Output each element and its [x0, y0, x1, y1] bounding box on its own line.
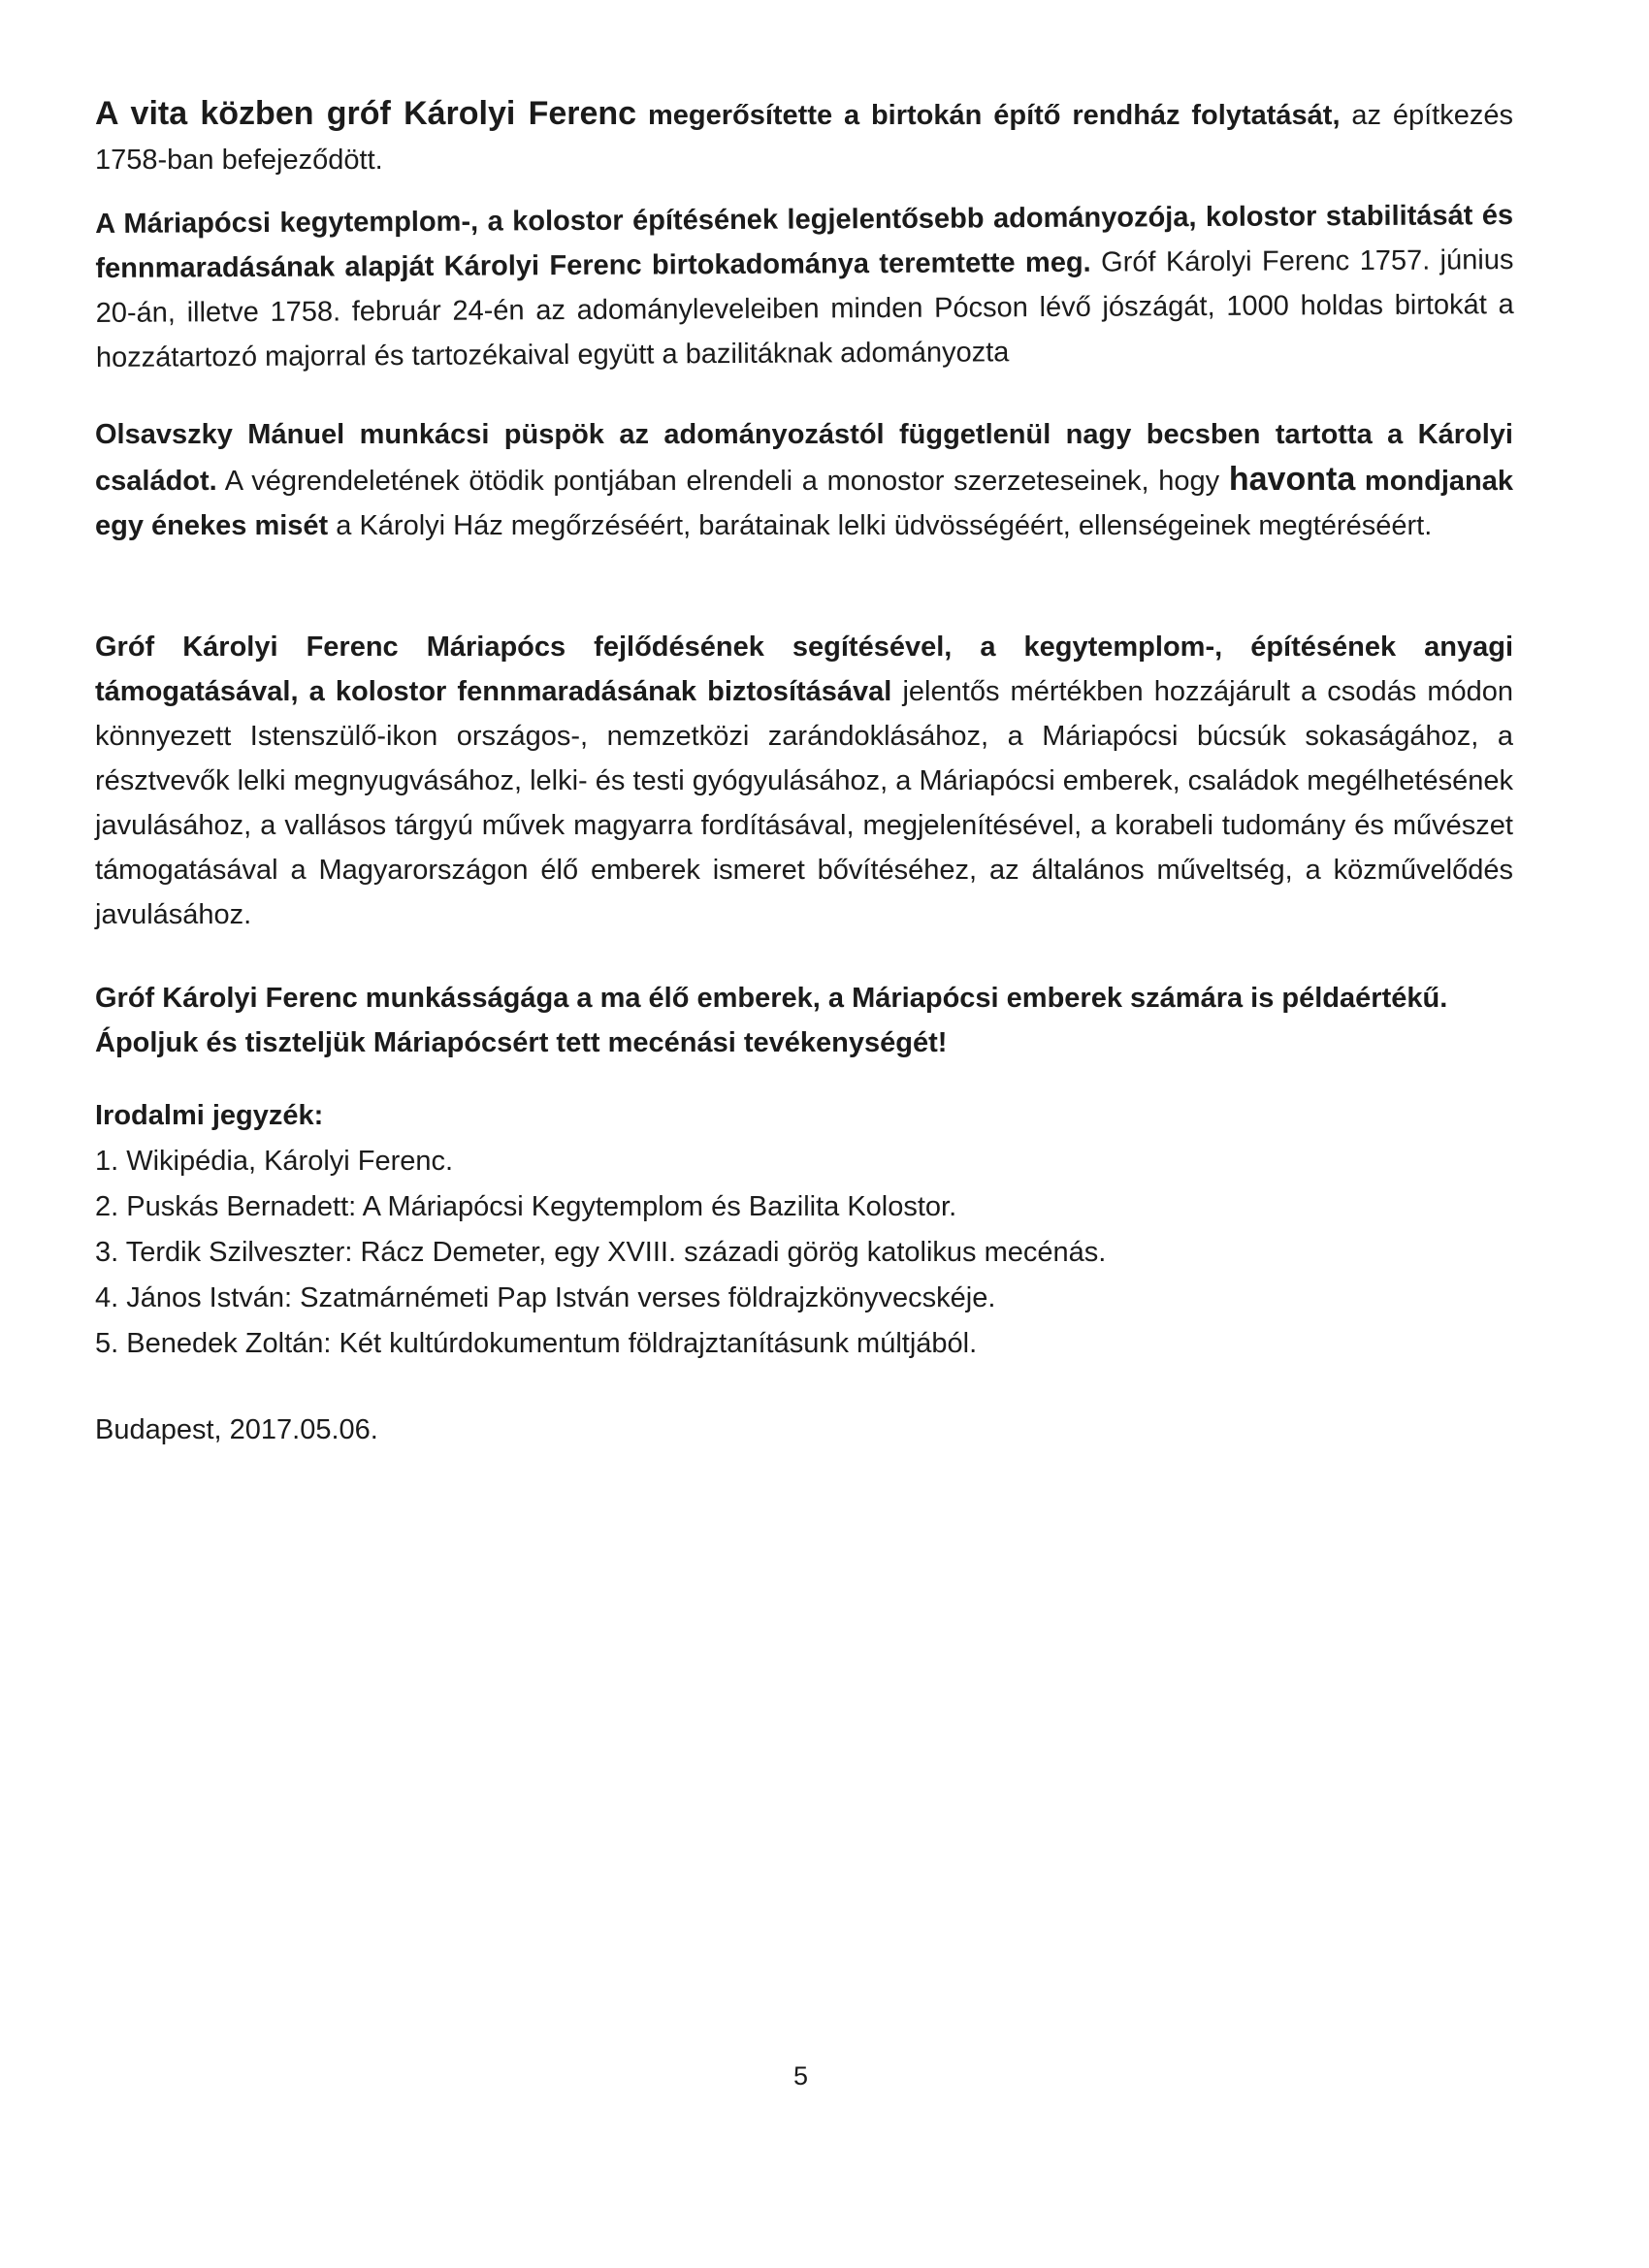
paragraph-bold-text: megerősítette a birtokán építő rendház folytatását, — [647, 100, 1341, 131]
paragraph-text: az építkezés 1758-ban befejeződött. — [95, 100, 1513, 176]
paragraph-text: A végrendeletének ötödik pontjában elrendeli a monostor szerzeteseinek, hogy — [224, 466, 1220, 497]
reference-item: 5. Benedek Zoltán: Két kultúrdokumentum földrajztanításunk múltjából. — [95, 1328, 978, 1359]
place-and-date: Budapest, 2017.05.06. — [95, 1414, 378, 1445]
references-heading: Irodalmi jegyzék: — [95, 1100, 324, 1131]
reference-item: 3. Terdik Szilveszter: Rácz Demeter, egy XVIII. századi görög katolikus mecénás. — [95, 1237, 1107, 1268]
paragraph-construction — [95, 91, 1513, 182]
paragraph-bold-text: A Máriapócsi kegytemplom-, a kolostor építésének legjelentősebb adományozója, kolostor stabilitását és fennmaradásának alapját Károlyi Ferenc birtokadománya teremtette meg. — [95, 200, 1514, 284]
emphasis-word: havonta — [1228, 461, 1356, 498]
paragraph-bold-text: Olsavszky Mánuel munkácsi püspök az adományozástól függetlenül nagy becsben tartotta a Károlyi családot. — [95, 419, 1513, 497]
conclusion-line-2: Ápoljuk és tiszteljük Máriapócsért tett mecénási tevékenységét! — [95, 1027, 948, 1058]
conclusion-line-1: Gróf Károlyi Ferenc munkásságága a ma élő emberek, a Máriapócsi emberek számára is példaértékű. — [95, 983, 1448, 1014]
paragraph-conclusion — [95, 976, 1513, 1065]
paragraph-text: a Károlyi Ház megőrzéséért, barátainak lelki üdvösségéért, ellenségeinek megtéréséért. — [336, 510, 1433, 541]
reference-item: 1. Wikipédia, Károlyi Ferenc. — [95, 1146, 454, 1177]
paragraph-donation — [95, 193, 1514, 380]
paragraph-bold-text: mondjanak egy énekes misét — [95, 466, 1514, 541]
paragraph-lead: A vita közben gróf Károlyi Ferenc — [95, 95, 637, 132]
paragraph-text: jelentős mértékben hozzájárult a csodás módon könnyezett Istenszülő-ikon országos-, nemzetközi zarándoklásához, a Máriapócsi búcsúk sokaságához, a résztvevők lelki megnyugvásához, lelki- és testi gyógyulásához, a Máriapócsi emberek, családok megélhetésének javulásához, a vallásos tárgyú művek magyarra fordításával, megjelenítésével, a korabeli tudomány és művészet támogatásával a Magyarországon élő emberek ismeret bővítéséhez, az általános műveltség, a közművelődés javulásához. — [95, 676, 1514, 930]
page-number: 5 — [793, 2061, 809, 2090]
paragraph-bold-text: Gróf Károlyi Ferenc Máriapócs fejlődésének segítésével, a kegytemplom-, építésének anyagi támogatásával, a kolostor fennmaradásának biztosításával — [95, 632, 1513, 707]
paragraph-text: Gróf Károlyi Ferenc 1757. június 20-án, illetve 1758. február 24-én az adományleveleiben minden Pócson lévő jószágát, 1000 holdas birtokát a hozzátartozó majorral és tartozékaival együtt a bazilitáknak adományozta — [95, 244, 1514, 373]
references-section — [95, 1093, 1453, 1367]
paragraph-bishop — [95, 412, 1513, 548]
paragraph-contribution — [95, 625, 1513, 937]
reference-item: 4. János István: Szatmárnémeti Pap István verses földrajzkönyvecskéje. — [95, 1282, 996, 1313]
reference-item: 2. Puskás Bernadett: A Máriapócsi Kegytemplom és Bazilita Kolostor. — [95, 1191, 957, 1222]
